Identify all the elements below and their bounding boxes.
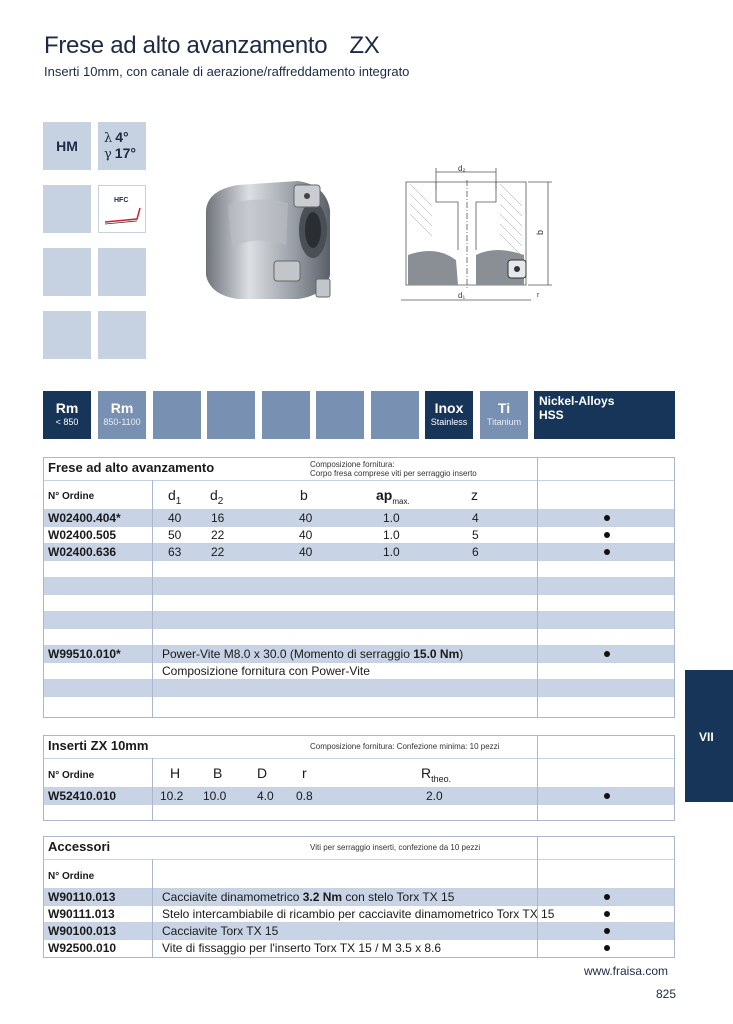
availability-dot bbox=[604, 532, 610, 538]
table-row-empty bbox=[44, 611, 674, 628]
col-B: B bbox=[213, 765, 223, 781]
table-row-empty bbox=[44, 594, 674, 611]
material-inox: Inox Stainless bbox=[425, 391, 473, 439]
availability-dot bbox=[604, 945, 610, 951]
table-row-empty bbox=[44, 560, 674, 577]
table-row: W92500.010 Vite di fissaggio per l'inserto Torx TX 15 / M 3.5 x 8.6 bbox=[44, 939, 674, 956]
material-nickel-hss: Nickel-Alloys HSS bbox=[534, 391, 675, 439]
table-row: W52410.010 10.2 10.0 4.0 0.8 2.0 bbox=[44, 787, 674, 804]
material-rm-850: Rm < 850 bbox=[43, 391, 91, 439]
table-row-empty bbox=[44, 628, 674, 645]
order-number-header: N° Ordine bbox=[48, 491, 95, 502]
order-number-header: N° Ordine bbox=[48, 770, 95, 781]
material-hm-box: HM bbox=[43, 122, 91, 170]
availability-dot bbox=[604, 894, 610, 900]
table-row-empty bbox=[44, 679, 674, 696]
table-note: Composizione fornitura: Confezione minima: 10 pezzi bbox=[310, 742, 500, 751]
availability-dot bbox=[604, 793, 610, 799]
material-empty bbox=[262, 391, 310, 439]
material-empty bbox=[207, 391, 255, 439]
d1-label: d₁ bbox=[458, 291, 466, 300]
r-label: r bbox=[537, 292, 540, 299]
col-z: z bbox=[471, 487, 478, 503]
col-H: H bbox=[170, 765, 181, 781]
availability-dot bbox=[604, 549, 610, 555]
page-subtitle: Inserti 10mm, con canale di aerazione/raffreddamento integrato bbox=[44, 64, 410, 79]
material-ti: Ti Titanium bbox=[480, 391, 528, 439]
angle-box: λ 4° γ 17° bbox=[98, 122, 146, 170]
material-empty bbox=[371, 391, 419, 439]
table-row: W90110.013 Cacciavite dinamometrico 3.2 Nm con stelo Torx TX 15 bbox=[44, 888, 674, 905]
b-label: b bbox=[535, 229, 545, 235]
col-b: b bbox=[300, 487, 308, 503]
insert-table bbox=[43, 735, 675, 821]
table-note: Viti per serraggio inserti, confezione da 10 pezzi bbox=[310, 843, 481, 852]
table-row-empty bbox=[44, 696, 674, 713]
material-rm-850-1100: Rm 850-1100 bbox=[98, 391, 146, 439]
technical-drawing bbox=[396, 160, 556, 305]
col-d2: $d_2$ bbox=[210, 487, 224, 507]
hfc-geometry-box: HFC bbox=[98, 185, 146, 233]
table-row: Composizione fornitura con Power-Vite bbox=[44, 662, 674, 679]
order-number-header: N° Ordine bbox=[48, 871, 95, 882]
availability-dot bbox=[604, 911, 610, 917]
table-row-empty bbox=[44, 577, 674, 594]
col-ap: $ap_{max.}$ bbox=[376, 487, 410, 506]
col-r: r bbox=[302, 765, 307, 781]
col-D: D bbox=[257, 765, 268, 781]
availability-dot bbox=[604, 651, 610, 657]
material-empty bbox=[316, 391, 364, 439]
table-row: W90111.013 Stelo intercambiabile di ricambio per cacciavite dinamometrico Torx TX 15 bbox=[44, 905, 674, 922]
table-row: W02400.404* 40 16 40 1.0 4 bbox=[44, 509, 674, 526]
table-row: W02400.636 63 22 40 1.0 6 bbox=[44, 543, 674, 560]
page-title: Frese ad alto avanzamento ZX bbox=[44, 32, 380, 59]
availability-dot bbox=[604, 515, 610, 521]
table-note: Composizione fornitura: Corpo fresa comprese viti per serraggio inserto bbox=[310, 460, 477, 478]
accessories-table bbox=[43, 836, 675, 958]
cutter-table bbox=[43, 457, 675, 718]
table-row: W02400.505 50 22 40 1.0 5 bbox=[44, 526, 674, 543]
milling-cutter-image bbox=[198, 175, 338, 305]
table-title: Inserti ZX 10mm bbox=[48, 738, 149, 753]
empty-spec-box bbox=[98, 311, 146, 359]
col-Rtheo: $R_{theo.}$ bbox=[421, 765, 452, 784]
col-d1: $d_1$ bbox=[168, 487, 182, 507]
empty-spec-box bbox=[43, 248, 91, 296]
table-title: Frese ad alto avanzamento bbox=[48, 460, 215, 475]
chapter-tab: VII bbox=[685, 670, 733, 802]
table-row-empty bbox=[44, 804, 674, 821]
hfc-curve-icon bbox=[99, 186, 145, 232]
page-number: 825 bbox=[656, 987, 677, 1001]
empty-spec-box bbox=[98, 248, 146, 296]
availability-dot bbox=[604, 928, 610, 934]
empty-spec-box bbox=[43, 185, 91, 233]
table-title: Accessori bbox=[48, 839, 111, 854]
website-link[interactable]: www.fraisa.com bbox=[584, 964, 669, 978]
empty-spec-box bbox=[43, 311, 91, 359]
material-empty bbox=[153, 391, 201, 439]
table-row: W90100.013 Cacciavite Torx TX 15 bbox=[44, 922, 674, 939]
table-row: W99510.010* Power-Vite M8.0 x 30.0 (Momento di serraggio 15.0 Nm) bbox=[44, 645, 674, 662]
d2-label: d₂ bbox=[458, 164, 466, 173]
